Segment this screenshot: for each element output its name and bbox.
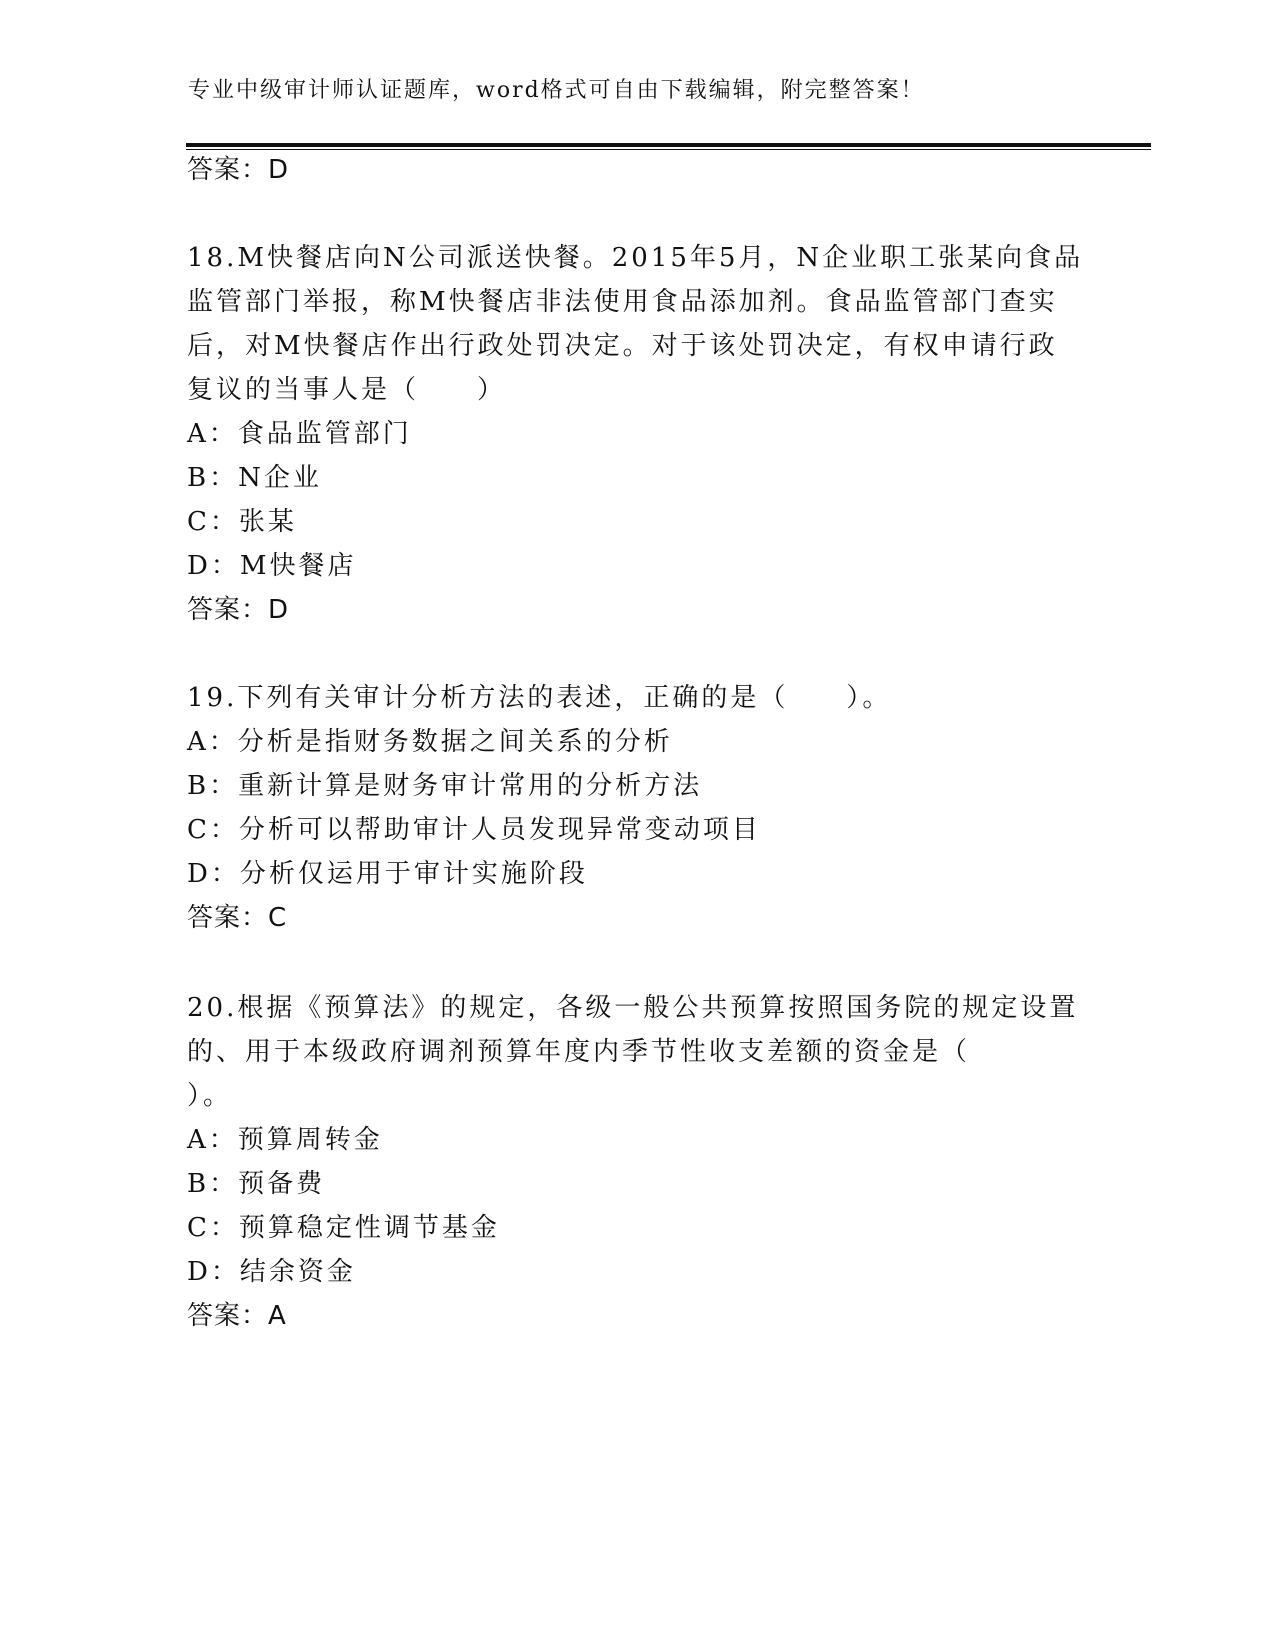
question-stem-line: 18.M快餐店向N公司派送快餐。2015年5月，N企业职工张某向食品	[187, 243, 1084, 273]
header-divider-thin	[186, 149, 1151, 150]
option-c: C：分析可以帮助审计人员发现异常变动项目	[187, 815, 761, 845]
previous-answer: 答案：D	[187, 155, 290, 185]
option-d: D：分析仅运用于审计实施阶段	[187, 859, 588, 889]
answer: 答案：D	[187, 595, 290, 625]
option-a: A：食品监管部门	[187, 419, 412, 449]
option-b: B：预备费	[187, 1169, 326, 1199]
option-b: B：N企业	[187, 463, 322, 493]
option-d: D：M快餐店	[187, 551, 357, 581]
option-a: A：分析是指财务数据之间关系的分析	[187, 727, 673, 757]
option-a: A：预算周转金	[187, 1125, 383, 1155]
question-stem-line: 后，对M快餐店作出行政处罚决定。对于该处罚决定，有权申请行政	[187, 331, 1058, 361]
option-d: D：结余资金	[187, 1257, 356, 1287]
answer: 答案：C	[187, 903, 288, 933]
option-c: C：张某	[187, 507, 297, 537]
page-header: 专业中级审计师认证题库，word格式可自由下载编辑，附完整答案！	[188, 78, 925, 103]
question-stem-line: 监管部门举报，称M快餐店非法使用食品添加剂。食品监管部门查实	[187, 287, 1058, 317]
answer: 答案：A	[187, 1301, 287, 1331]
question-stem-line: 19.下列有关审计分析方法的表述，正确的是（ ）。	[187, 683, 892, 713]
question-stem-line: 的、用于本级政府调剂预算年度内季节性收支差额的资金是（	[187, 1037, 971, 1067]
question-stem-line: ）。	[187, 1081, 233, 1111]
option-c: C：预算稳定性调节基金	[187, 1213, 500, 1243]
question-stem-line: 20.根据《预算法》的规定，各级一般公共预算按照国务院的规定设置	[187, 993, 1079, 1023]
option-b: B：重新计算是财务审计常用的分析方法	[187, 771, 703, 801]
question-stem-line: 复议的当事人是（ ）	[187, 375, 507, 405]
header-divider-thick	[186, 143, 1151, 147]
